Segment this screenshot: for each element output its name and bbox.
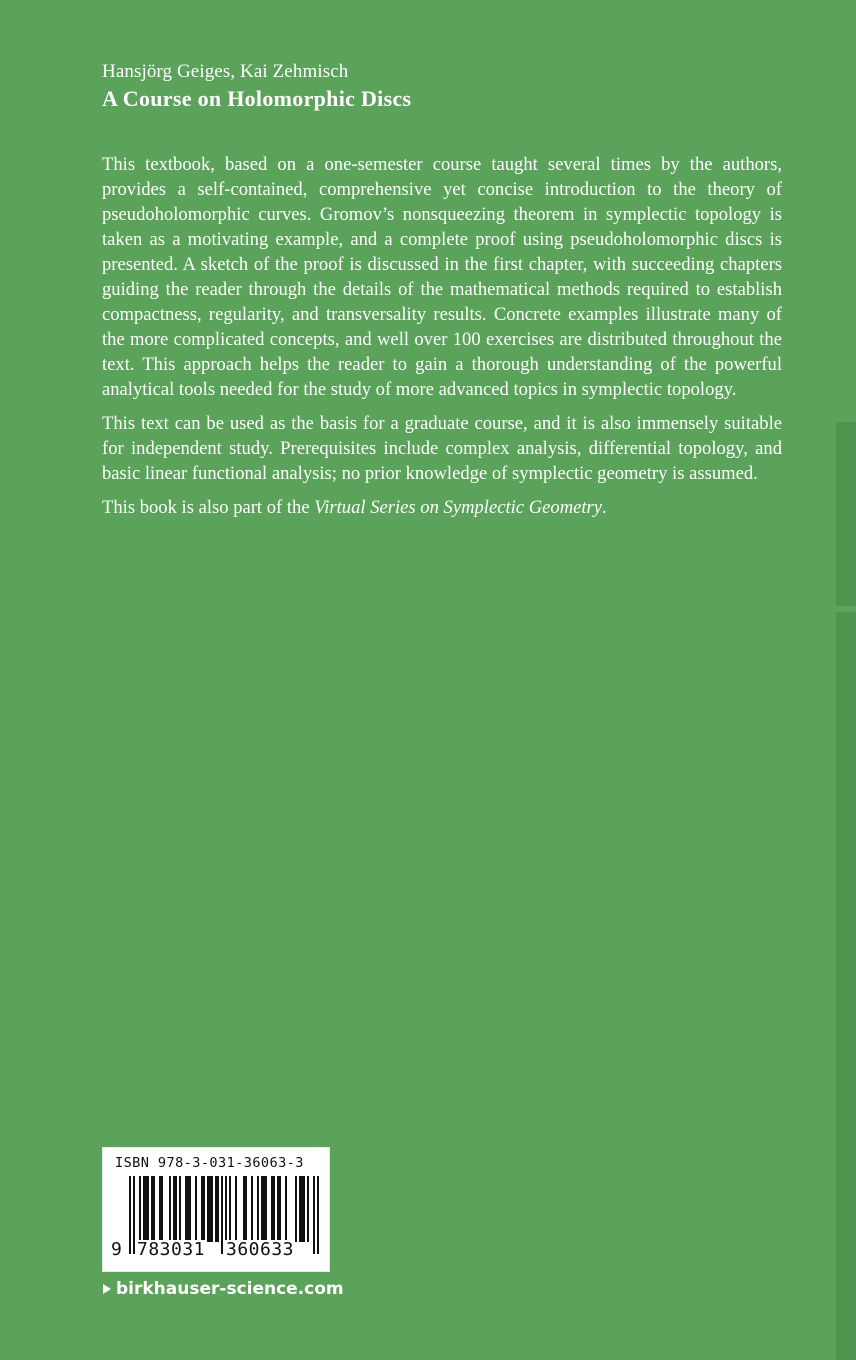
publisher-link[interactable]	[102, 1279, 344, 1299]
barcode-bar	[257, 1176, 259, 1242]
ean-digits-right: 360633	[226, 1239, 295, 1260]
barcode-bar	[139, 1176, 141, 1242]
barcode-bar	[317, 1176, 319, 1254]
series-note-suffix: .	[602, 497, 607, 518]
barcode-bar	[261, 1176, 267, 1242]
barcode-bar	[159, 1176, 163, 1242]
isbn-label: ISBN 978-3-031-36063-3	[115, 1155, 304, 1171]
barcode-bar	[201, 1176, 205, 1242]
barcode-bar	[221, 1176, 223, 1254]
barcode-bar	[277, 1176, 281, 1242]
barcode-bar	[307, 1176, 309, 1242]
ean-digit-first: 9	[111, 1239, 123, 1260]
series-note	[102, 495, 782, 520]
barcode-bar	[313, 1176, 315, 1254]
ean-digits-left: 783031	[137, 1239, 206, 1260]
back-cover-content	[102, 60, 782, 520]
barcode-bar	[179, 1176, 181, 1242]
spine-edge	[836, 422, 856, 1360]
spine-divider	[836, 606, 856, 612]
barcode-bar	[229, 1176, 231, 1242]
series-note-prefix: This book is also part of the	[102, 497, 315, 518]
barcode-bar	[299, 1176, 305, 1242]
barcode-bar	[133, 1176, 135, 1254]
barcode-bar	[151, 1176, 155, 1242]
barcode-bar	[195, 1176, 197, 1242]
book-authors: Hansjörg Geiges, Kai Zehmisch	[102, 61, 349, 82]
barcode-bar	[295, 1176, 297, 1242]
barcode-bar	[235, 1176, 237, 1242]
isbn-barcode	[102, 1147, 330, 1272]
publisher-url: birkhauser-science.com	[116, 1279, 344, 1299]
barcode-bar	[243, 1176, 247, 1242]
barcode-bar	[173, 1176, 177, 1242]
arrow-right-icon	[103, 1284, 111, 1294]
barcode-bar	[271, 1176, 275, 1242]
barcode-bar	[215, 1176, 219, 1242]
barcode-bar	[169, 1176, 171, 1242]
barcode-bar	[285, 1176, 287, 1242]
blurb-paragraph: This textbook, based on a one-semester course taught several times by the authors, provides a self-contained, comprehensive yet concise introduction to the theory of pseudoholomorphic curves. Gromov’s nonsqueezing theorem in symplectic topology is taken as a motivating example, and a complete proof using pseudoholomorphic discs is presented. A sketch of the proof is discussed in the first chapter, with succeeding chapters guiding the reader through the details of the mathematical methods required to establish compactness, regularity, and transversality results. Concrete examples illustrate many of the more complicated concepts, and well over 100 exercises are distributed throughout the text. This approach helps the reader to gain a thorough understanding of the powerful analytical tools needed for the study of more advanced topics in symplectic topology.	[102, 154, 782, 400]
barcode-bar	[185, 1176, 191, 1242]
barcode-bar	[143, 1176, 149, 1242]
barcode-bar	[129, 1176, 131, 1254]
barcode-bar	[251, 1176, 253, 1242]
book-title: A Course on Holomorphic Discs	[102, 86, 412, 111]
series-name: Virtual Series on Symplectic Geometry	[314, 497, 603, 518]
blurb-paragraph: This text can be used as the basis for a graduate course, and it is also immensely suitable for independent study. Prerequisites include complex analysis, differential topology, and basic linear functional analysis; no prior knowledge of symplectic geometry is assumed.	[102, 413, 782, 484]
barcode-bar	[207, 1176, 213, 1242]
